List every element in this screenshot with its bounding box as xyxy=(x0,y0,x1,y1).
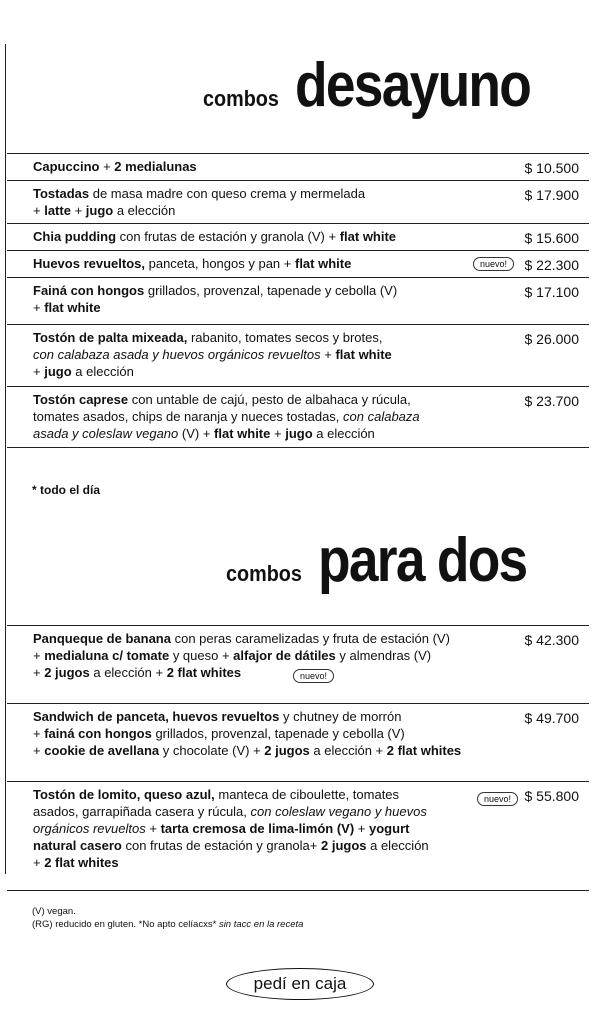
description-segment: + xyxy=(145,821,161,836)
description-segment: Tostón de lomito, queso azul, xyxy=(33,787,215,802)
all-day-note: * todo el día xyxy=(32,483,101,497)
description-segment: + xyxy=(320,347,336,362)
description-segment: natural casero xyxy=(33,838,122,853)
description-segment: medialuna c/ tomate xyxy=(44,648,170,663)
menu-item-row xyxy=(7,277,589,324)
description-segment: flat white xyxy=(335,347,392,362)
menu-item-row xyxy=(7,180,589,223)
menu-item-price: $ 17.100 xyxy=(524,284,579,300)
description-segment: Huevos revueltos, xyxy=(33,256,145,271)
section-title-para-dos xyxy=(226,526,561,595)
description-segment: a elección + xyxy=(309,743,387,758)
description-segment: + xyxy=(33,726,45,741)
menu-item-row xyxy=(7,324,589,386)
description-segment: rabanito, tomates secos y brotes, xyxy=(187,330,383,345)
description-segment: + xyxy=(33,855,45,870)
description-segment: jugo xyxy=(44,364,72,379)
description-segment: y chutney de morrón xyxy=(279,709,402,724)
description-segment: asados, garrapiñada casera y rúcula, xyxy=(33,804,251,819)
description-segment: flat white xyxy=(44,300,101,315)
description-segment: Panqueque de banana xyxy=(33,631,171,646)
description-segment: con calabaza asada y huevos orgánicos revueltos xyxy=(33,347,321,362)
description-segment: flat white xyxy=(214,426,271,441)
description-segment: latte xyxy=(44,203,71,218)
description-segment: con calabaza xyxy=(343,409,420,424)
description-segment: y almendras (V) xyxy=(335,648,432,663)
description-segment: con coleslaw vegano y huevos xyxy=(250,804,427,819)
description-segment: + xyxy=(70,203,86,218)
new-badge: nuevo! xyxy=(473,257,514,271)
order-at-counter-button[interactable]: pedí en caja xyxy=(226,968,374,1000)
description-segment: Sandwich de panceta, huevos revueltos xyxy=(33,709,280,724)
description-segment: 2 flat whites xyxy=(166,665,242,680)
description-segment: 2 jugos xyxy=(44,665,90,680)
section-prefix: combos xyxy=(226,561,302,586)
description-segment: 2 jugos xyxy=(264,743,310,758)
menu-item-row xyxy=(7,781,589,891)
description-segment: a elección xyxy=(312,426,375,441)
description-segment: a elección xyxy=(71,364,134,379)
description-segment: con frutas de estación y granola (V) + xyxy=(116,229,340,244)
description-segment: (V) + xyxy=(178,426,215,441)
description-segment: Tostón de palta mixeada, xyxy=(33,330,188,345)
description-segment: 2 jugos xyxy=(320,838,367,853)
description-segment: flat white xyxy=(339,229,397,244)
menu-item-description xyxy=(33,185,483,219)
description-segment: con frutas de estación y granola+ xyxy=(121,838,321,853)
menu-item-row xyxy=(7,625,589,703)
menu-item-description xyxy=(33,708,483,759)
menu-item-row xyxy=(7,153,589,180)
description-segment: + xyxy=(33,665,45,680)
description-segment: orgánicos revueltos xyxy=(33,821,146,836)
menu-item-price: $ 15.600 xyxy=(524,230,579,246)
menu-item-price: $ 55.800 xyxy=(524,788,579,804)
footnote-sin-tacc: sin tacc en la receta xyxy=(218,919,304,930)
menu-item-price: $ 17.900 xyxy=(524,187,579,203)
menu-item-description xyxy=(33,228,483,245)
section-heading: desayuno xyxy=(295,51,531,120)
menu-item-price: $ 26.000 xyxy=(524,331,579,347)
description-segment: tarta cremosa de lima-limón (V) xyxy=(160,821,355,836)
description-segment: asada y coleslaw vegano xyxy=(33,426,179,441)
menu-item-row xyxy=(7,223,589,250)
footnote-gluten xyxy=(32,918,303,931)
description-segment: + xyxy=(33,203,45,218)
description-segment: y queso + xyxy=(169,648,234,663)
description-segment: jugo xyxy=(85,203,114,218)
menu-item-description xyxy=(33,158,483,175)
description-segment: + xyxy=(354,821,370,836)
description-segment: tomates asados, chips de naranja y nueces tostadas, xyxy=(33,409,344,424)
description-segment: + xyxy=(33,364,45,379)
new-badge: nuevo! xyxy=(477,792,518,806)
description-segment: fainá con hongos xyxy=(44,726,152,741)
breakfast-table xyxy=(7,153,589,448)
description-segment: Fainá con hongos xyxy=(33,283,145,298)
left-border-line xyxy=(5,44,6,874)
menu-item-description xyxy=(33,391,483,442)
description-segment: a elección + xyxy=(89,665,167,680)
description-segment: Tostón caprese xyxy=(33,392,129,407)
description-segment: + xyxy=(33,648,45,663)
description-segment: 2 medialunas xyxy=(114,159,197,174)
description-segment: a elección xyxy=(113,203,176,218)
description-segment: yogurt xyxy=(369,821,410,836)
description-segment: + xyxy=(270,426,286,441)
menu-item-row xyxy=(7,386,589,448)
new-badge: nuevo! xyxy=(293,669,334,683)
description-segment: y chocolate (V) + xyxy=(159,743,265,758)
description-segment: manteca de ciboulette, tomates xyxy=(214,787,400,802)
description-segment: con untable de cajú, pesto de albahaca y rúcula, xyxy=(128,392,411,407)
menu-item-price: $ 42.300 xyxy=(524,632,579,648)
description-segment: + xyxy=(99,159,115,174)
menu-item-price: $ 10.500 xyxy=(524,160,579,176)
footnote-vegan: (V) vegan. xyxy=(32,906,76,917)
footnote-gluten-text: (RG) reducido en gluten. *No apto celíacxs* xyxy=(32,919,219,930)
description-segment: a elección xyxy=(366,838,429,853)
description-segment: con peras caramelizadas y fruta de estación (V) xyxy=(170,631,450,646)
description-segment: Tostadas xyxy=(33,186,90,201)
menu-item-description xyxy=(33,255,483,272)
description-segment: alfajor de dátiles xyxy=(233,648,336,663)
description-segment: flat white xyxy=(294,256,352,271)
menu-item-description xyxy=(33,786,483,871)
menu-item-price: $ 49.700 xyxy=(524,710,579,726)
menu-item-row xyxy=(7,703,589,781)
description-segment: Capuccino xyxy=(33,159,100,174)
section-heading: para dos xyxy=(318,526,527,595)
menu-item-description xyxy=(33,282,483,316)
description-segment: Chia pudding xyxy=(33,229,117,244)
description-segment: grillados, provenzal, tapenade y cebolla (V) xyxy=(151,726,405,741)
description-segment: jugo xyxy=(285,426,313,441)
description-segment: 2 flat whites xyxy=(386,743,462,758)
menu-item-price: $ 23.700 xyxy=(524,393,579,409)
menu-item-description xyxy=(33,630,483,681)
menu-item-price: $ 22.300 xyxy=(524,257,579,273)
section-prefix: combos xyxy=(203,86,279,111)
description-segment: grillados, provenzal, tapenade y cebolla (V) xyxy=(144,283,398,298)
description-segment: de masa madre con queso crema y mermelada xyxy=(89,186,366,201)
description-segment: cookie de avellana xyxy=(44,743,160,758)
section-title-desayuno xyxy=(203,51,569,120)
description-segment: + xyxy=(33,300,45,315)
description-segment: panceta, hongos y pan + xyxy=(145,256,295,271)
menu-item-description xyxy=(33,329,483,380)
description-segment: + xyxy=(33,743,45,758)
duo-table xyxy=(7,625,589,891)
menu-item-row xyxy=(7,250,589,277)
description-segment: 2 flat whites xyxy=(44,855,119,870)
